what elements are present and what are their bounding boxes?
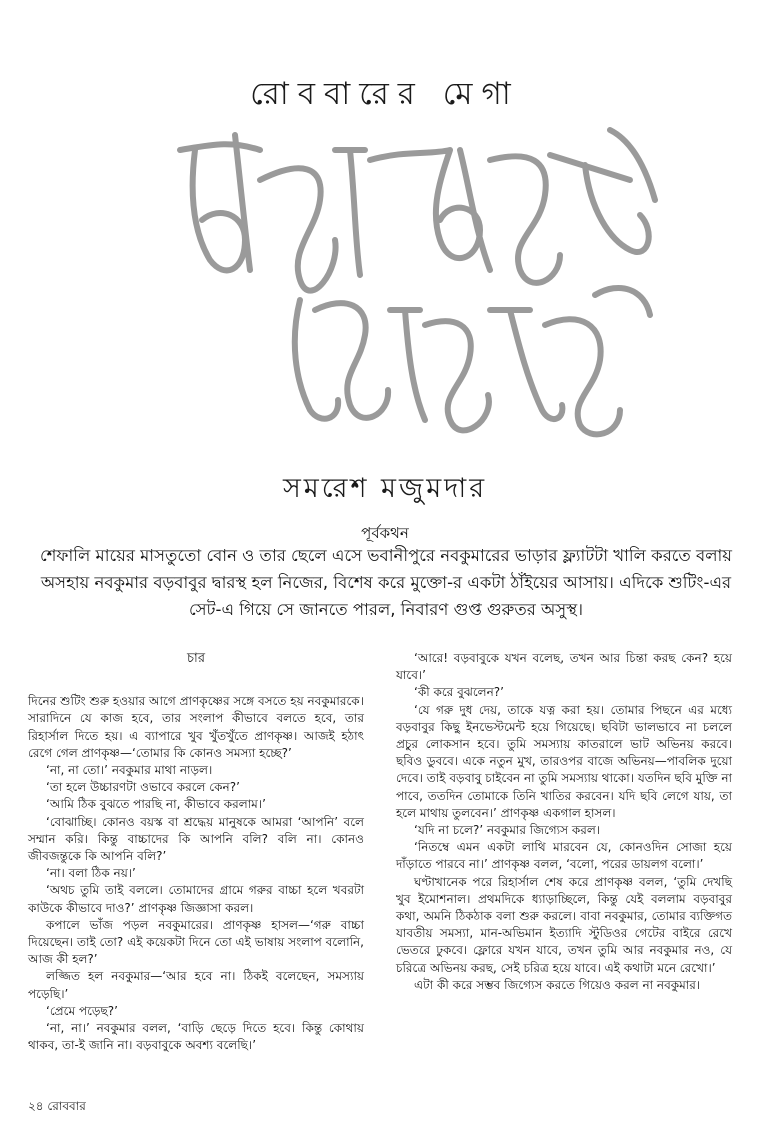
paragraph: ‘অথচ তুমি তাই বললে। তোমাদের গ্রামে গরুর বাচ্চা হলে খবরটা কাউকে কীভাবে দাও?’ প্রাণকৃষ্ণ জিজ্ঞাসা করল। [28, 883, 364, 915]
paragraph: ‘না। বলা ঠিক নয়।’ [46, 866, 136, 881]
synopsis-text: শেফালি মায়ের মাসতুতো বোন ও তার ছেলে এসে ভবানীপুরে নবকুমারের ভাড়ার ফ্ল্যাটটা খালি করতে বলায় অসহায় নবকুমার বড়বাবুর দ্বারস্থ হল নিজের, বিশেষ করে মুক্তো-র একটা ঠাঁইয়ের আসায়। এদিকে শুটিং-এর সেট-এ গিয়ে সে জানতে পারল, নিবারণ গুপ্ত গুরুতর অসুস্থ। [39, 546, 733, 619]
page-folio: ২৪ রোববার [28, 1099, 86, 1113]
paragraph: ‘কী করে বুঝলেন?’ [414, 685, 504, 700]
paragraph: ‘প্রেমে পড়েছ?’ [46, 1003, 118, 1018]
paragraph: এটা কী করে সম্ভব জিগ্যেস করতে গিয়েও করল না নবকুমার। [414, 977, 701, 992]
paragraph: ‘তা হলে উচ্চারণটা ওভাবে করলে কেন?’ [46, 780, 240, 795]
paragraph: কপালে ভাঁজ পড়ল নবকুমারের। প্রাণকৃষ্ণ হাসল—‘গরু বাচ্চা দিয়েছেন। তাই তো? এই কয়েকটা দিনে তো এই ভাষায় সংলাপ বলোনি, আজ কী হল?’ [28, 917, 364, 967]
paragraph: ‘যে গরু দুধ দেয়, তাকে যত্ন করা হয়। তোমার পিছনে এর মধ্যে বড়বাবুর কিছু ইনভেস্টমেন্ট হয়ে গিয়েছে। ছবিটা ভালভাবে না চললে প্রচুর লোকসান হবে। তুমি সমস্যায় কাতরালে ভাট অভিনয় করবে। ছবিও ডুববে। একে নতুন মুখ, তারওপর বাজে অভিনয়—পাবলিক দুয়ো দেবে। তাই বড়বাবু চাইবেন না তুমি সমস্যায় থাকো। যতদিন ছবি মুক্তি না পাবে, ততদিন তোমাকে তিনি খাতির করবেন। যদি ছবি লেগে যায়, তা হলে মাথায় তুলবেন।’ প্রাণকৃষ্ণ একগাল হাসল। [396, 702, 732, 820]
paragraph: দিনের শুটিং শুরু হওয়ার আগে প্রাণকৃষ্ণের সঙ্গে বসতে হয় নবকুমারকে। সারাদিনে যে কাজ হবে, তার সংলাপ কীভাবে বলতে হবে, তার রিহার্সাল দিতে হয়। এ ব্যাপারে খুব খুঁতখুঁতে প্রাণকৃষ্ণ। আজই হঠাৎ রেগে গেল প্রাণকৃষ্ণ—‘তোমার কি কোনও সমস্যা হচ্ছে?’ [28, 694, 364, 760]
chapter-heading: চার [187, 651, 205, 666]
paragraph: ‘আমি ঠিক বুঝতে পারছি না, কীভাবে করলাম।’ [46, 797, 266, 812]
paragraph: ‘নিতম্বে এমন একটা লাথি মারবেন যে, কোনওদিন সোজা হয়ে দাঁড়াতে পারবে না।’ প্রাণকৃষ্ণ বলল, ‘বলো, পরের ডায়লগ বলো।’ [396, 840, 732, 872]
paragraph: ‘বোঝাচ্ছি। কোনও বয়স্ক বা শ্রদ্ধেয় মানুষকে আমরা ‘আপনি’ বলে সম্মান করি। কিন্তু বাচ্চাদের কি আপনি বলি? বলি না। কোনও জীবজন্তুকে কি আপনি বলি?’ [28, 814, 364, 864]
paragraph: ঘণ্টাখানেক পরে রিহার্সাল শেষ করে প্রাণকৃষ্ণ বলল, ‘তুমি দেখছি খুব ইমোশনাল। প্রথমদিকে ধ্যাড়াচ্ছিলে, কিন্তু যেই বললাম বড়বাবুর কথা, অমনি ঠিকঠাক বলা শুরু করলে। বাবা নবকুমার, তোমার ব্যক্তিগত যাবতীয় সমস্যা, মান-অভিমান ইত্যাদি স্টুডিওর গেটের বাইরে রেখে ভেতরে ঢুকবে। ফ্লোরে যখন যাবে, তখন তুমি আর নবকুমার নও, যে চরিত্রে অভিনয় করছ, সেই চরিত্র হয়ে যাবে। এই কথাটা মনে রেখো।’ [396, 874, 732, 975]
paragraph: ‘না, না তো।’ নবকুমার মাথা নাড়ল। [46, 763, 213, 778]
paragraph: ‘আরে! বড়বাবুকে যখন বলেছ, তখন আর চিন্তা করছ কেন? হয়ে যাবে।’ [396, 651, 732, 683]
title-calligraphy [150, 120, 670, 450]
paragraph: লজ্জিত হল নবকুমার—‘আর হবে না। ঠিকই বলেছেন, সমস্যায় পড়েছি।’ [28, 969, 364, 1001]
paragraph: ‘যদি না চলে?’ নবকুমার জিগ্যেস করল। [414, 823, 601, 838]
series-kicker: রোববারের মেগা [250, 76, 520, 112]
synopsis-heading: পূর্বকথন [361, 524, 409, 542]
right-column [396, 650, 732, 994]
title-calligraphy-art [150, 120, 670, 450]
paragraph: ‘না, না।’ নবকুমার বলল, ‘বাড়ি ছেড়ে দিতে হবে। কিন্তু কোথায় থাকব, তা-ই জানি না। বড়বাবুকে অবশ্য বলেছি।’ [28, 1021, 364, 1053]
author-name: সমরেশ মজুমদার [282, 473, 488, 504]
left-column [28, 650, 364, 1054]
